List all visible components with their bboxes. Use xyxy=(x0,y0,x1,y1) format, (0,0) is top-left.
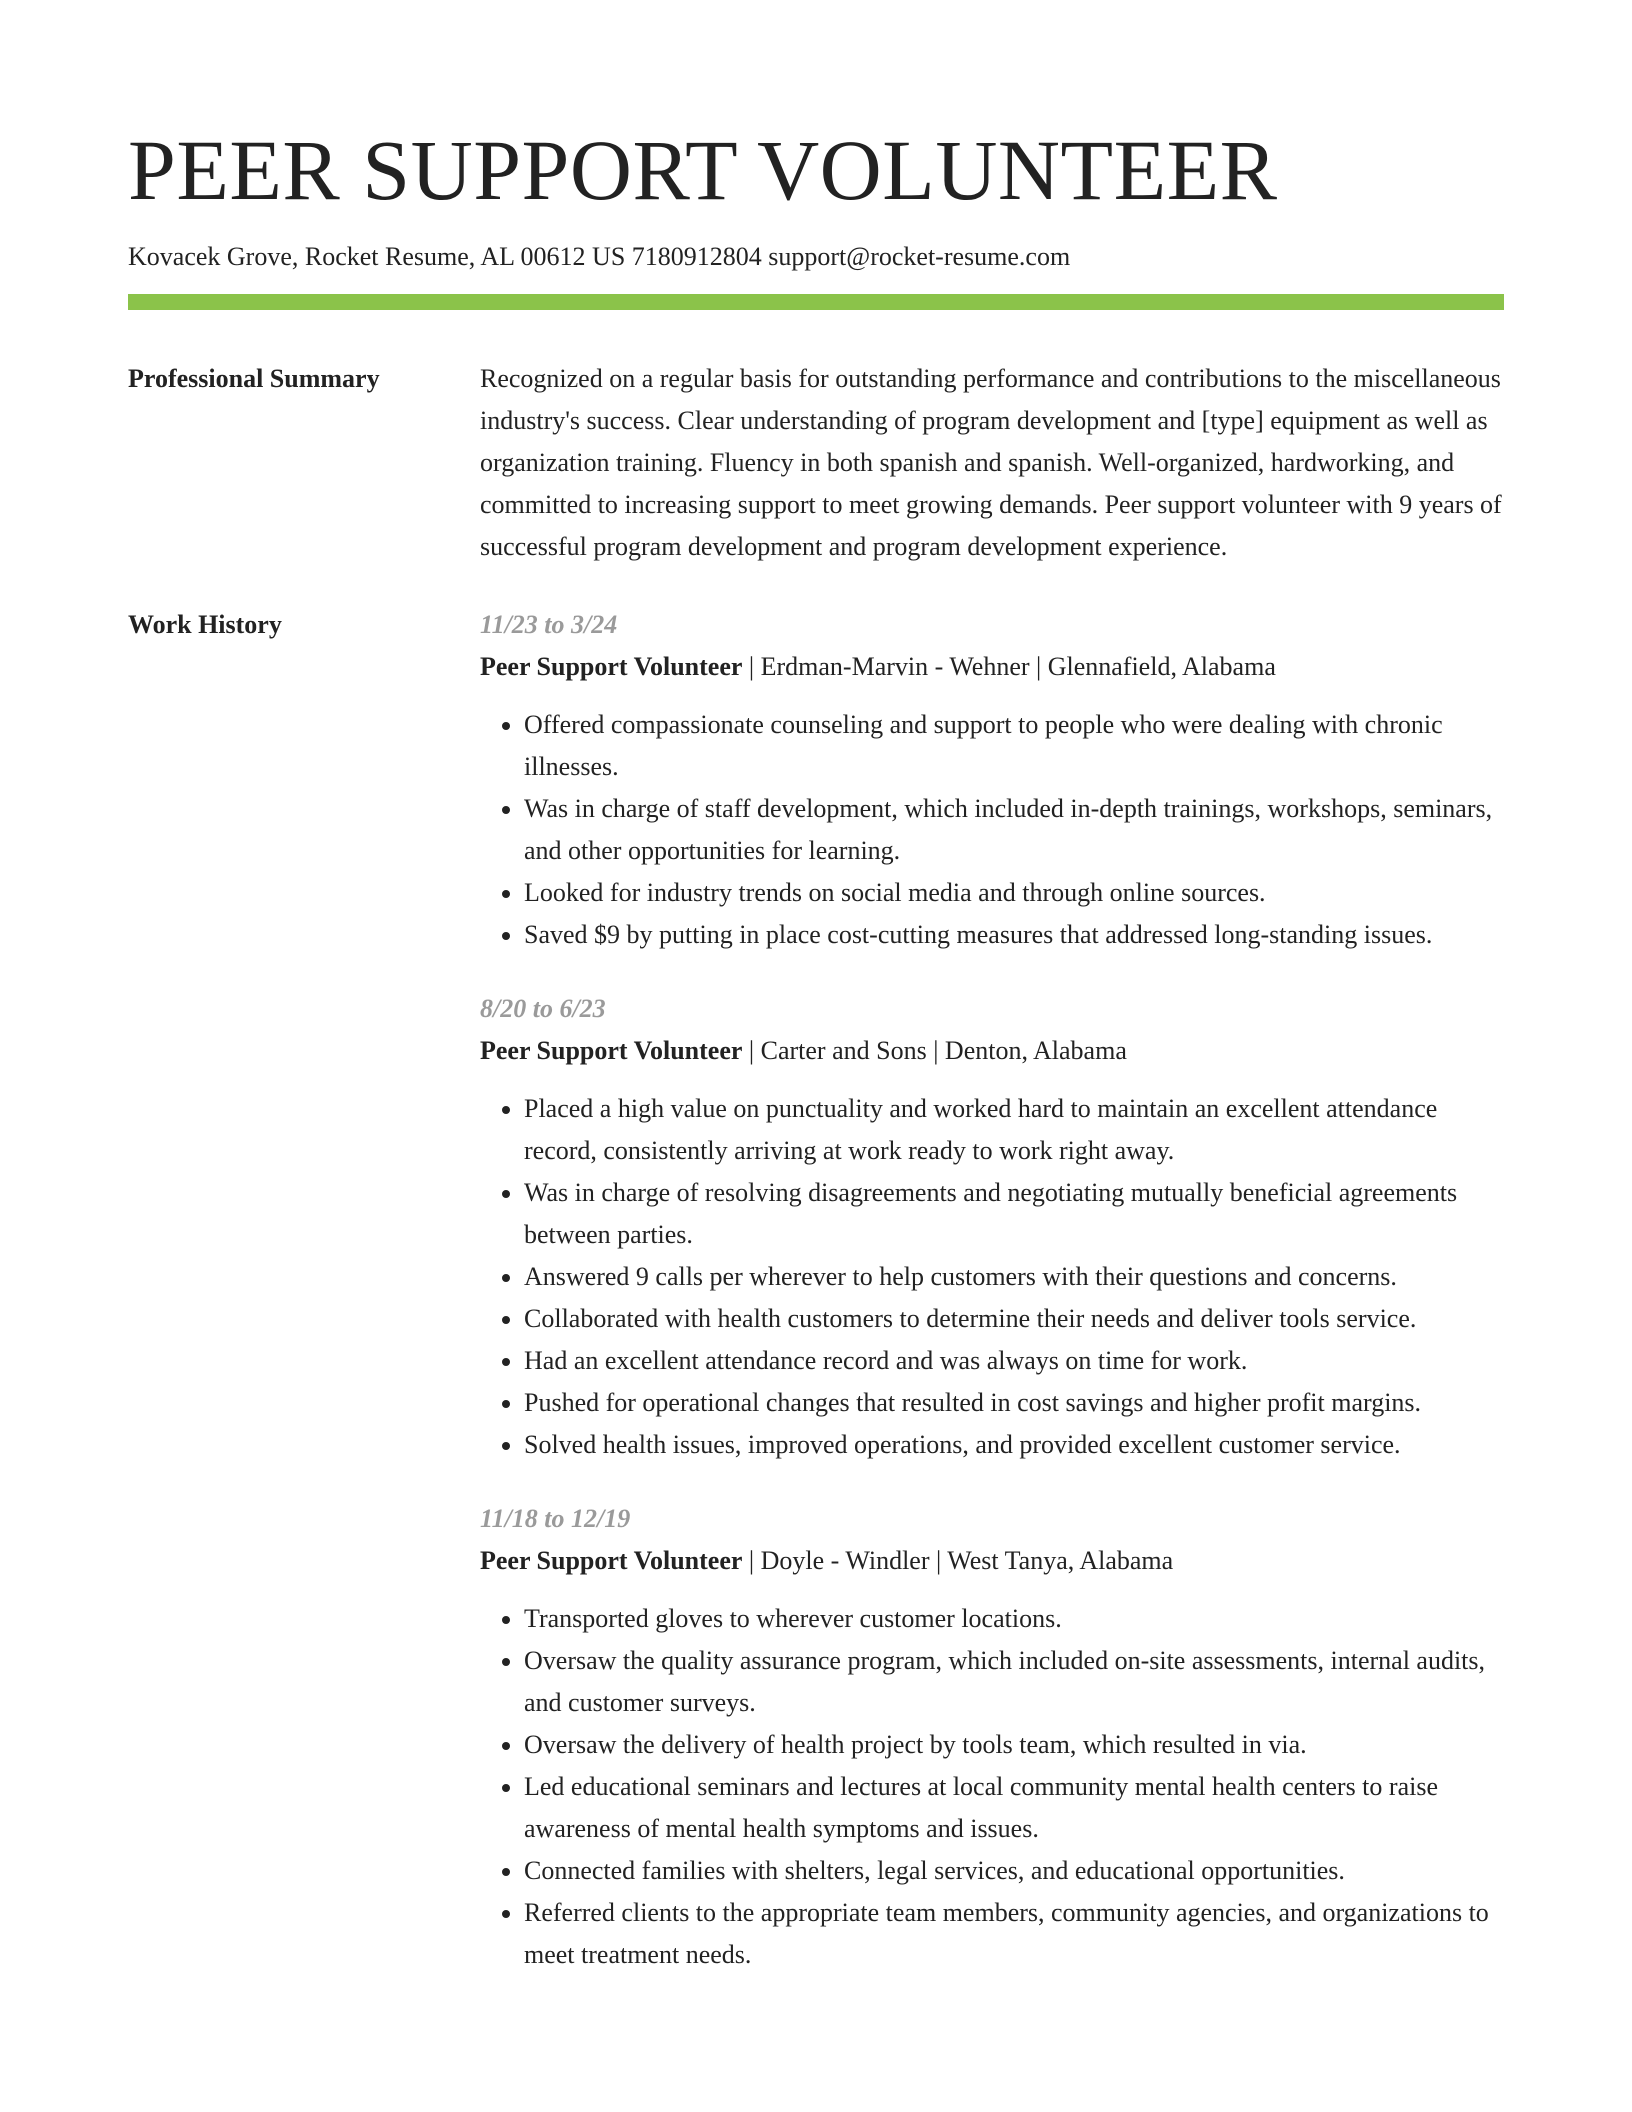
job-heading xyxy=(480,646,1504,688)
job-heading xyxy=(480,1540,1504,1582)
list-item: • Oversaw the quality assurance program, which included on-site assessments, internal audits, and customer surveys. xyxy=(524,1640,1504,1724)
job-dates: 11/23 to 3/24 xyxy=(480,610,618,639)
list-item: • Transported gloves to wherever customer locations. xyxy=(524,1598,1504,1640)
list-item: • Connected families with shelters, legal services, and educational opportunities. xyxy=(524,1850,1504,1892)
list-item: • Placed a high value on punctuality and worked hard to maintain an excellent attendance record, consistently arriving at work ready to work right away. xyxy=(524,1088,1504,1172)
list-item: • Solved health issues, improved operations, and provided excellent customer service. xyxy=(524,1424,1504,1466)
job-details: | Doyle - Windler | West Tanya, Alabama xyxy=(742,1546,1174,1575)
job-title: Peer Support Volunteer xyxy=(480,1546,743,1575)
list-item: • Looked for industry trends on social media and through online sources. xyxy=(524,872,1504,914)
list-item: • Oversaw the delivery of health project by tools team, which resulted in via. xyxy=(524,1724,1504,1766)
resume-page xyxy=(128,120,1504,2008)
job-title: Peer Support Volunteer xyxy=(480,652,743,681)
job-entry xyxy=(480,604,1504,956)
list-item: • Offered compassionate counseling and support to people who were dealing with chronic illnesses. xyxy=(524,704,1504,788)
duty-list xyxy=(480,704,1504,956)
job-title: Peer Support Volunteer xyxy=(480,1036,743,1065)
job-dates: 8/20 to 6/23 xyxy=(480,994,606,1023)
summary-section xyxy=(128,358,1504,568)
list-item: • Was in charge of resolving disagreements and negotiating mutually beneficial agreements between parties. xyxy=(524,1172,1504,1256)
list-item: • Referred clients to the appropriate team members, community agencies, and organizations to meet treatment needs. xyxy=(524,1892,1504,1976)
list-item: • Saved $9 by putting in place cost-cutting measures that addressed long-standing issues. xyxy=(524,914,1504,956)
section-heading-summary: Professional Summary xyxy=(128,364,380,393)
job-entry xyxy=(480,1498,1504,1976)
work-history-section xyxy=(128,604,1504,2008)
list-item: • Answered 9 calls per wherever to help customers with their questions and concerns. xyxy=(524,1256,1504,1298)
job-details: | Carter and Sons | Denton, Alabama xyxy=(742,1036,1127,1065)
list-item: • Pushed for operational changes that resulted in cost savings and higher profit margins. xyxy=(524,1382,1504,1424)
list-item: • Was in charge of staff development, which included in-depth trainings, workshops, seminars, and other opportunities for learning. xyxy=(524,788,1504,872)
summary-text: Recognized on a regular basis for outstanding performance and contributions to the miscellaneous industry's success. Clear understanding of program development and [type] equipment as well as organization training. Fluency in both spanish and spanish. Well-organized, hardworking, and committed to increasing support to meet growing demands. Peer support volunteer with 9 years of successful program development and program development experience. xyxy=(480,364,1502,561)
list-item: • Collaborated with health customers to determine their needs and deliver tools service. xyxy=(524,1298,1504,1340)
list-item: • Led educational seminars and lectures at local community mental health centers to raise awareness of mental health symptoms and issues. xyxy=(524,1766,1504,1850)
accent-divider xyxy=(128,294,1504,310)
section-heading-work-history: Work History xyxy=(128,610,282,639)
duty-list xyxy=(480,1598,1504,1976)
job-entry xyxy=(480,988,1504,1466)
job-heading xyxy=(480,1030,1504,1072)
list-item: • Had an excellent attendance record and was always on time for work. xyxy=(524,1340,1504,1382)
job-dates: 11/18 to 12/19 xyxy=(480,1504,631,1533)
job-details: | Erdman-Marvin - Wehner | Glennafield, Alabama xyxy=(742,652,1276,681)
contact-info: Kovacek Grove, Rocket Resume, AL 00612 US 7180912804 support@rocket-resume.com xyxy=(128,242,1071,271)
duty-list xyxy=(480,1088,1504,1466)
page-title: PEER SUPPORT VOLUNTEER xyxy=(128,122,1278,218)
